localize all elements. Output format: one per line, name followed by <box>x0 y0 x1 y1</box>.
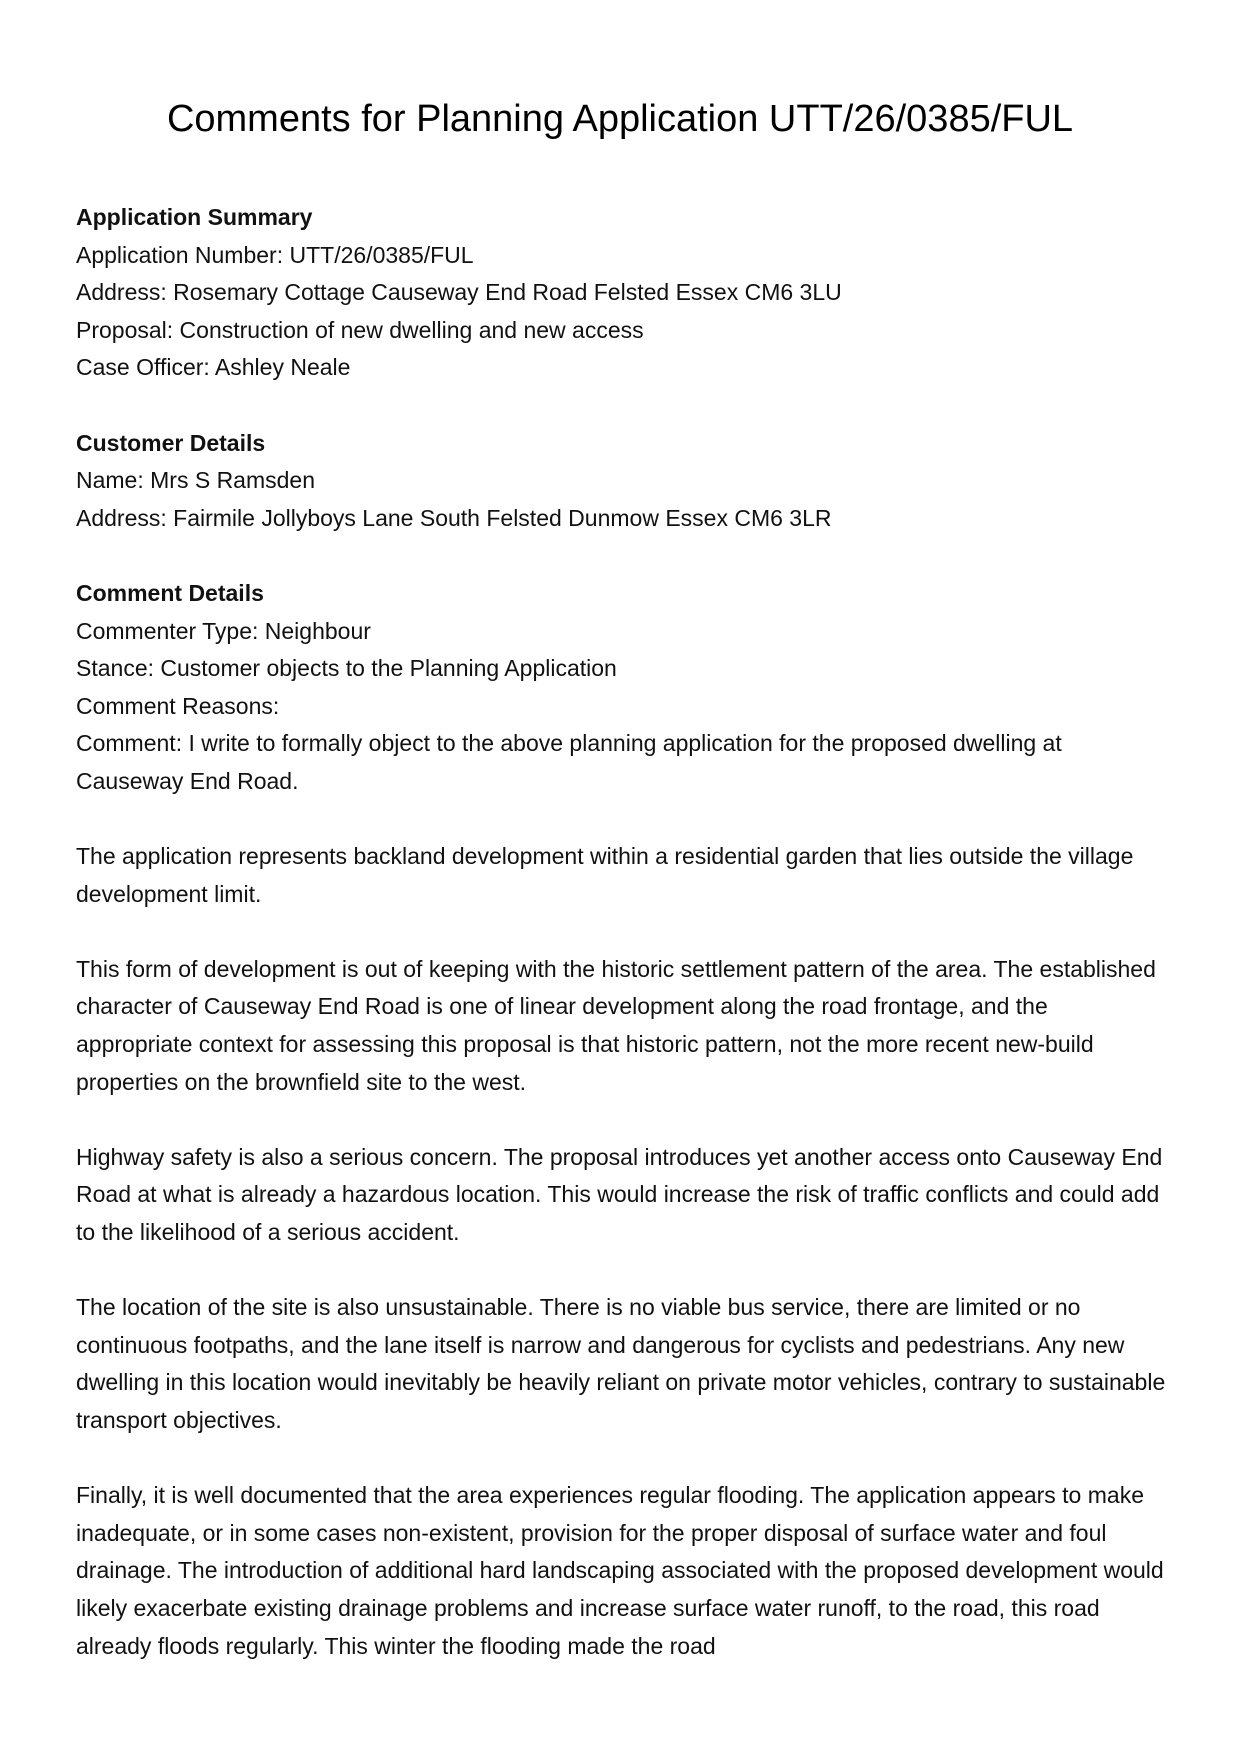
comment-paragraph: Finally, it is well documented that the area experiences regular flooding. The application appears to make inadequate, or in some cases non-existent, provision for the proper disposal of surface water and foul drainage. The introduction of additional hard landscaping associated with the proposed development would likely exacerbate existing drainage problems and increase surface water runoff, to the road, this road already floods regularly. This winter the flooding made the road <box>76 1482 1164 1659</box>
application-summary-section <box>76 199 1166 387</box>
customer-name: Name: Mrs S Ramsden <box>76 467 316 494</box>
customer-details-section <box>76 425 1166 538</box>
customer-address: Address: Fairmile Jollyboys Lane South Felsted Dunmow Essex CM6 3LR <box>76 504 832 531</box>
customer-details-heading: Customer Details <box>76 429 266 456</box>
document-body <box>76 199 1166 1665</box>
application-summary-heading: Application Summary <box>76 204 313 230</box>
comment-paragraph: Highway safety is also a serious concern. The proposal introduces yet another access onto Causeway End Road at what is already a hazardous location. This would increase the risk of traffic conflicts and could add to the likelihood of a serious accident. <box>76 1143 1163 1246</box>
comment-paragraph: Comment: I write to formally object to the above planning application for the proposed dwelling at Causeway End Road. <box>76 730 1062 794</box>
paragraph-spacer <box>76 1440 1166 1478</box>
paragraph-spacer <box>76 1252 1166 1290</box>
comment-stance: Stance: Customer objects to the Planning Application <box>76 655 617 682</box>
comment-reasons: Comment Reasons: <box>76 692 280 719</box>
section-spacer <box>76 537 1166 575</box>
application-number: Application Number: UTT/26/0385/FUL <box>76 241 474 268</box>
application-proposal: Proposal: Construction of new dwelling and new access <box>76 316 644 343</box>
comment-paragraph: The application represents backland development within a residential garden that lies outside the village development limit. <box>76 843 1134 907</box>
paragraph-spacer <box>76 1101 1166 1139</box>
comment-paragraph: This form of development is out of keeping with the historic settlement pattern of the area. The established character of Causeway End Road is one of linear development along the road frontage, and the appropriate context for assessing this proposal is that historic pattern, not the more recent new-build properties on the brownfield site to the west. <box>76 955 1156 1095</box>
comment-details-section <box>76 575 1166 1665</box>
paragraph-spacer <box>76 913 1166 951</box>
application-address: Address: Rosemary Cottage Causeway End Road Felsted Essex CM6 3LU <box>76 279 842 306</box>
page-title: Comments for Planning Application UTT/26/0385/FUL <box>166 98 1074 140</box>
case-officer: Case Officer: Ashley Neale <box>76 354 351 381</box>
commenter-type: Commenter Type: Neighbour <box>76 617 371 644</box>
comment-paragraph: The location of the site is also unsustainable. There is no viable bus service, there are limited or no continuous footpaths, and the lane itself is narrow and dangerous for cyclists and pedestrians. Any new dwelling in this location would inevitably be heavily reliant on private motor vehicles, contrary to sustainable transport objectives. <box>76 1294 1166 1433</box>
paragraph-spacer <box>76 801 1166 839</box>
section-spacer <box>76 387 1166 425</box>
comment-details-heading: Comment Details <box>76 579 264 606</box>
